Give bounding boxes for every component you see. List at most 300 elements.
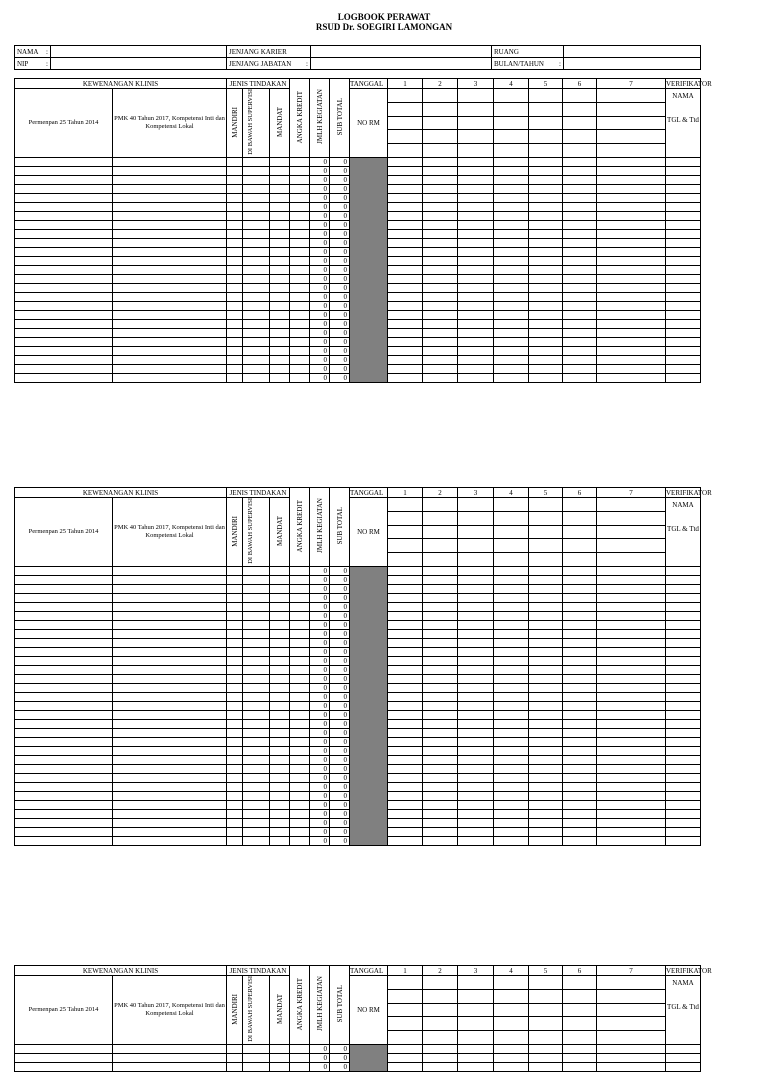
supervisi-entry[interactable]: [243, 283, 270, 292]
mandat-entry[interactable]: [270, 656, 290, 665]
day-cell[interactable]: [597, 553, 666, 567]
supervisi-entry[interactable]: [243, 602, 270, 611]
day-entry[interactable]: [423, 737, 458, 746]
day-entry[interactable]: [458, 283, 494, 292]
day-entry[interactable]: [597, 292, 666, 301]
angka-kredit-entry[interactable]: [290, 674, 310, 683]
day-entry[interactable]: [563, 337, 597, 346]
day-entry[interactable]: [458, 211, 494, 220]
day-entry[interactable]: [423, 274, 458, 283]
pmk-entry[interactable]: [113, 355, 227, 364]
angka-kredit-entry[interactable]: [290, 593, 310, 602]
day-entry[interactable]: [597, 1062, 666, 1071]
day-entry[interactable]: [563, 728, 597, 737]
day-entry[interactable]: [529, 791, 563, 800]
day-entry[interactable]: [458, 220, 494, 229]
day-entry[interactable]: [423, 575, 458, 584]
mandiri-entry[interactable]: [227, 364, 243, 373]
mandat-entry[interactable]: [270, 692, 290, 701]
day-cell[interactable]: [423, 102, 458, 116]
day-entry[interactable]: [563, 611, 597, 620]
day-entry[interactable]: [423, 238, 458, 247]
day-entry[interactable]: [388, 364, 423, 373]
day-entry[interactable]: [388, 620, 423, 629]
day-cell[interactable]: [563, 539, 597, 553]
day-entry[interactable]: [458, 1062, 494, 1071]
day-entry[interactable]: [388, 220, 423, 229]
verifikator-entry[interactable]: [666, 566, 701, 575]
mandat-entry[interactable]: [270, 629, 290, 638]
day-entry[interactable]: [423, 593, 458, 602]
permenpan-entry[interactable]: [15, 629, 113, 638]
day-entry[interactable]: [388, 665, 423, 674]
permenpan-entry[interactable]: [15, 337, 113, 346]
day-cell[interactable]: [563, 553, 597, 567]
mandat-entry[interactable]: [270, 283, 290, 292]
supervisi-entry[interactable]: [243, 211, 270, 220]
day-entry[interactable]: [494, 193, 529, 202]
day-cell[interactable]: [388, 498, 423, 512]
permenpan-entry[interactable]: [15, 256, 113, 265]
supervisi-entry[interactable]: [243, 166, 270, 175]
day-cell[interactable]: [458, 989, 494, 1003]
day-cell[interactable]: [494, 1017, 529, 1031]
day-entry[interactable]: [388, 211, 423, 220]
day-cell[interactable]: [458, 511, 494, 525]
day-entry[interactable]: [458, 166, 494, 175]
day-entry[interactable]: [494, 701, 529, 710]
supervisi-entry[interactable]: [243, 728, 270, 737]
day-entry[interactable]: [494, 247, 529, 256]
permenpan-entry[interactable]: [15, 656, 113, 665]
day-cell[interactable]: [423, 989, 458, 1003]
angka-kredit-entry[interactable]: [290, 701, 310, 710]
day-cell[interactable]: [529, 1031, 563, 1045]
mandat-entry[interactable]: [270, 593, 290, 602]
mandiri-entry[interactable]: [227, 827, 243, 836]
day-entry[interactable]: [529, 1062, 563, 1071]
verifikator-entry[interactable]: [666, 701, 701, 710]
verifikator-entry[interactable]: [666, 764, 701, 773]
day-entry[interactable]: [494, 755, 529, 764]
permenpan-entry[interactable]: [15, 764, 113, 773]
mandiri-entry[interactable]: [227, 593, 243, 602]
day-entry[interactable]: [563, 202, 597, 211]
permenpan-entry[interactable]: [15, 211, 113, 220]
angka-kredit-entry[interactable]: [290, 665, 310, 674]
day-entry[interactable]: [423, 701, 458, 710]
day-cell[interactable]: [423, 976, 458, 990]
day-entry[interactable]: [458, 683, 494, 692]
jenjang-jabatan-field[interactable]: [311, 58, 492, 70]
day-cell[interactable]: [563, 130, 597, 144]
day-entry[interactable]: [388, 1062, 423, 1071]
angka-kredit-entry[interactable]: [290, 566, 310, 575]
day-entry[interactable]: [388, 602, 423, 611]
day-entry[interactable]: [458, 629, 494, 638]
day-entry[interactable]: [494, 611, 529, 620]
day-entry[interactable]: [563, 292, 597, 301]
supervisi-entry[interactable]: [243, 611, 270, 620]
pmk-entry[interactable]: [113, 1053, 227, 1062]
mandat-entry[interactable]: [270, 202, 290, 211]
day-cell[interactable]: [529, 511, 563, 525]
day-entry[interactable]: [563, 355, 597, 364]
day-entry[interactable]: [494, 310, 529, 319]
day-entry[interactable]: [494, 647, 529, 656]
day-entry[interactable]: [529, 764, 563, 773]
day-entry[interactable]: [494, 746, 529, 755]
permenpan-entry[interactable]: [15, 220, 113, 229]
day-entry[interactable]: [563, 620, 597, 629]
pmk-entry[interactable]: [113, 611, 227, 620]
day-entry[interactable]: [563, 364, 597, 373]
pmk-entry[interactable]: [113, 665, 227, 674]
day-cell[interactable]: [388, 989, 423, 1003]
day-entry[interactable]: [529, 647, 563, 656]
day-entry[interactable]: [423, 337, 458, 346]
day-entry[interactable]: [597, 656, 666, 665]
pmk-entry[interactable]: [113, 656, 227, 665]
day-entry[interactable]: [494, 782, 529, 791]
day-entry[interactable]: [494, 211, 529, 220]
angka-kredit-entry[interactable]: [290, 818, 310, 827]
day-entry[interactable]: [388, 238, 423, 247]
pmk-entry[interactable]: [113, 755, 227, 764]
day-entry[interactable]: [529, 229, 563, 238]
day-entry[interactable]: [563, 220, 597, 229]
verifikator-entry[interactable]: [666, 593, 701, 602]
verifikator-entry[interactable]: [666, 674, 701, 683]
day-cell[interactable]: [494, 511, 529, 525]
pmk-entry[interactable]: [113, 364, 227, 373]
day-entry[interactable]: [388, 674, 423, 683]
day-entry[interactable]: [597, 175, 666, 184]
supervisi-entry[interactable]: [243, 818, 270, 827]
day-entry[interactable]: [563, 328, 597, 337]
day-entry[interactable]: [494, 728, 529, 737]
angka-kredit-entry[interactable]: [290, 166, 310, 175]
day-cell[interactable]: [563, 976, 597, 990]
angka-kredit-entry[interactable]: [290, 373, 310, 382]
pmk-entry[interactable]: [113, 292, 227, 301]
angka-kredit-entry[interactable]: [290, 355, 310, 364]
day-entry[interactable]: [529, 665, 563, 674]
day-entry[interactable]: [423, 283, 458, 292]
pmk-entry[interactable]: [113, 175, 227, 184]
day-entry[interactable]: [563, 629, 597, 638]
mandiri-entry[interactable]: [227, 175, 243, 184]
mandiri-entry[interactable]: [227, 665, 243, 674]
day-entry[interactable]: [494, 593, 529, 602]
day-entry[interactable]: [597, 364, 666, 373]
supervisi-entry[interactable]: [243, 746, 270, 755]
day-entry[interactable]: [597, 755, 666, 764]
day-entry[interactable]: [529, 836, 563, 845]
day-entry[interactable]: [597, 800, 666, 809]
verifikator-entry[interactable]: [666, 238, 701, 247]
day-entry[interactable]: [563, 593, 597, 602]
supervisi-entry[interactable]: [243, 265, 270, 274]
angka-kredit-entry[interactable]: [290, 755, 310, 764]
day-entry[interactable]: [423, 710, 458, 719]
day-entry[interactable]: [529, 166, 563, 175]
verifikator-entry[interactable]: [666, 611, 701, 620]
verifikator-entry[interactable]: [666, 791, 701, 800]
day-entry[interactable]: [458, 584, 494, 593]
pmk-entry[interactable]: [113, 1062, 227, 1071]
day-entry[interactable]: [494, 301, 529, 310]
day-cell[interactable]: [423, 1017, 458, 1031]
day-entry[interactable]: [563, 674, 597, 683]
day-entry[interactable]: [494, 818, 529, 827]
day-entry[interactable]: [423, 827, 458, 836]
day-entry[interactable]: [529, 337, 563, 346]
day-entry[interactable]: [529, 629, 563, 638]
supervisi-entry[interactable]: [243, 674, 270, 683]
day-entry[interactable]: [529, 827, 563, 836]
day-entry[interactable]: [458, 337, 494, 346]
day-entry[interactable]: [494, 175, 529, 184]
day-entry[interactable]: [388, 764, 423, 773]
angka-kredit-entry[interactable]: [290, 611, 310, 620]
day-entry[interactable]: [597, 683, 666, 692]
mandat-entry[interactable]: [270, 1062, 290, 1071]
mandiri-entry[interactable]: [227, 638, 243, 647]
angka-kredit-entry[interactable]: [290, 301, 310, 310]
day-cell[interactable]: [563, 498, 597, 512]
pmk-entry[interactable]: [113, 265, 227, 274]
day-entry[interactable]: [388, 355, 423, 364]
supervisi-entry[interactable]: [243, 220, 270, 229]
day-cell[interactable]: [388, 130, 423, 144]
day-entry[interactable]: [597, 566, 666, 575]
day-entry[interactable]: [423, 773, 458, 782]
pmk-entry[interactable]: [113, 346, 227, 355]
mandiri-entry[interactable]: [227, 629, 243, 638]
angka-kredit-entry[interactable]: [290, 800, 310, 809]
permenpan-entry[interactable]: [15, 773, 113, 782]
permenpan-entry[interactable]: [15, 364, 113, 373]
mandiri-entry[interactable]: [227, 746, 243, 755]
day-entry[interactable]: [388, 746, 423, 755]
day-entry[interactable]: [458, 611, 494, 620]
mandiri-entry[interactable]: [227, 265, 243, 274]
mandat-entry[interactable]: [270, 755, 290, 764]
day-entry[interactable]: [494, 674, 529, 683]
day-entry[interactable]: [494, 238, 529, 247]
verifikator-entry[interactable]: [666, 328, 701, 337]
day-entry[interactable]: [458, 346, 494, 355]
day-entry[interactable]: [458, 593, 494, 602]
day-entry[interactable]: [494, 1053, 529, 1062]
day-cell[interactable]: [494, 130, 529, 144]
permenpan-entry[interactable]: [15, 292, 113, 301]
pmk-entry[interactable]: [113, 809, 227, 818]
day-cell[interactable]: [529, 553, 563, 567]
day-entry[interactable]: [423, 611, 458, 620]
day-entry[interactable]: [388, 647, 423, 656]
supervisi-entry[interactable]: [243, 1062, 270, 1071]
day-cell[interactable]: [563, 144, 597, 158]
verifikator-entry[interactable]: [666, 301, 701, 310]
mandiri-entry[interactable]: [227, 193, 243, 202]
day-entry[interactable]: [529, 755, 563, 764]
day-entry[interactable]: [494, 575, 529, 584]
day-entry[interactable]: [388, 1044, 423, 1053]
verifikator-entry[interactable]: [666, 175, 701, 184]
day-entry[interactable]: [458, 355, 494, 364]
day-entry[interactable]: [388, 301, 423, 310]
day-entry[interactable]: [597, 593, 666, 602]
verifikator-entry[interactable]: [666, 283, 701, 292]
pmk-entry[interactable]: [113, 674, 227, 683]
verifikator-entry[interactable]: [666, 602, 701, 611]
day-cell[interactable]: [597, 1017, 666, 1031]
pmk-entry[interactable]: [113, 256, 227, 265]
day-cell[interactable]: [597, 102, 666, 116]
day-cell[interactable]: [529, 144, 563, 158]
day-entry[interactable]: [529, 184, 563, 193]
mandat-entry[interactable]: [270, 674, 290, 683]
pmk-entry[interactable]: [113, 791, 227, 800]
mandat-entry[interactable]: [270, 683, 290, 692]
day-entry[interactable]: [529, 274, 563, 283]
supervisi-entry[interactable]: [243, 773, 270, 782]
day-entry[interactable]: [494, 202, 529, 211]
day-entry[interactable]: [388, 827, 423, 836]
day-entry[interactable]: [458, 773, 494, 782]
permenpan-entry[interactable]: [15, 638, 113, 647]
day-entry[interactable]: [423, 319, 458, 328]
day-entry[interactable]: [597, 202, 666, 211]
day-entry[interactable]: [458, 247, 494, 256]
supervisi-entry[interactable]: [243, 229, 270, 238]
day-entry[interactable]: [529, 220, 563, 229]
permenpan-entry[interactable]: [15, 319, 113, 328]
day-entry[interactable]: [388, 782, 423, 791]
day-entry[interactable]: [494, 620, 529, 629]
day-entry[interactable]: [597, 256, 666, 265]
permenpan-entry[interactable]: [15, 701, 113, 710]
angka-kredit-entry[interactable]: [290, 229, 310, 238]
day-entry[interactable]: [529, 193, 563, 202]
supervisi-entry[interactable]: [243, 175, 270, 184]
day-entry[interactable]: [423, 211, 458, 220]
permenpan-entry[interactable]: [15, 175, 113, 184]
day-entry[interactable]: [494, 737, 529, 746]
day-entry[interactable]: [423, 265, 458, 274]
mandat-entry[interactable]: [270, 701, 290, 710]
angka-kredit-entry[interactable]: [290, 319, 310, 328]
pmk-entry[interactable]: [113, 211, 227, 220]
mandat-entry[interactable]: [270, 211, 290, 220]
verifikator-entry[interactable]: [666, 319, 701, 328]
day-cell[interactable]: [563, 989, 597, 1003]
permenpan-entry[interactable]: [15, 346, 113, 355]
permenpan-entry[interactable]: [15, 602, 113, 611]
angka-kredit-entry[interactable]: [290, 292, 310, 301]
day-entry[interactable]: [388, 800, 423, 809]
pmk-entry[interactable]: [113, 166, 227, 175]
day-cell[interactable]: [529, 1017, 563, 1031]
nama-field[interactable]: [51, 46, 227, 58]
day-entry[interactable]: [597, 728, 666, 737]
angka-kredit-entry[interactable]: [290, 575, 310, 584]
day-entry[interactable]: [597, 247, 666, 256]
day-entry[interactable]: [494, 692, 529, 701]
pmk-entry[interactable]: [113, 247, 227, 256]
day-entry[interactable]: [388, 791, 423, 800]
day-entry[interactable]: [529, 683, 563, 692]
mandiri-entry[interactable]: [227, 166, 243, 175]
supervisi-entry[interactable]: [243, 247, 270, 256]
day-cell[interactable]: [494, 102, 529, 116]
day-entry[interactable]: [458, 364, 494, 373]
bulan-tahun-field[interactable]: [564, 58, 701, 70]
day-entry[interactable]: [458, 1053, 494, 1062]
verifikator-entry[interactable]: [666, 728, 701, 737]
day-entry[interactable]: [597, 692, 666, 701]
verifikator-entry[interactable]: [666, 575, 701, 584]
mandiri-entry[interactable]: [227, 274, 243, 283]
day-cell[interactable]: [423, 130, 458, 144]
verifikator-entry[interactable]: [666, 692, 701, 701]
angka-kredit-entry[interactable]: [290, 247, 310, 256]
mandiri-entry[interactable]: [227, 184, 243, 193]
permenpan-entry[interactable]: [15, 283, 113, 292]
mandat-entry[interactable]: [270, 746, 290, 755]
day-entry[interactable]: [388, 611, 423, 620]
day-cell[interactable]: [494, 525, 529, 539]
mandat-entry[interactable]: [270, 310, 290, 319]
day-entry[interactable]: [423, 602, 458, 611]
mandat-entry[interactable]: [270, 355, 290, 364]
day-entry[interactable]: [563, 791, 597, 800]
day-entry[interactable]: [388, 346, 423, 355]
supervisi-entry[interactable]: [243, 337, 270, 346]
permenpan-entry[interactable]: [15, 193, 113, 202]
day-entry[interactable]: [597, 373, 666, 382]
supervisi-entry[interactable]: [243, 328, 270, 337]
verifikator-entry[interactable]: [666, 809, 701, 818]
verifikator-entry[interactable]: [666, 584, 701, 593]
angka-kredit-entry[interactable]: [290, 584, 310, 593]
nip-field[interactable]: [51, 58, 227, 70]
day-entry[interactable]: [494, 827, 529, 836]
day-entry[interactable]: [563, 737, 597, 746]
day-entry[interactable]: [388, 1053, 423, 1062]
angka-kredit-entry[interactable]: [290, 220, 310, 229]
mandat-entry[interactable]: [270, 319, 290, 328]
day-entry[interactable]: [563, 575, 597, 584]
day-entry[interactable]: [529, 602, 563, 611]
angka-kredit-entry[interactable]: [290, 337, 310, 346]
permenpan-entry[interactable]: [15, 247, 113, 256]
mandiri-entry[interactable]: [227, 710, 243, 719]
mandat-entry[interactable]: [270, 818, 290, 827]
supervisi-entry[interactable]: [243, 301, 270, 310]
day-entry[interactable]: [563, 827, 597, 836]
mandat-entry[interactable]: [270, 328, 290, 337]
verifikator-entry[interactable]: [666, 737, 701, 746]
verifikator-entry[interactable]: [666, 836, 701, 845]
day-cell[interactable]: [388, 1003, 423, 1017]
pmk-entry[interactable]: [113, 593, 227, 602]
day-entry[interactable]: [563, 638, 597, 647]
day-entry[interactable]: [458, 202, 494, 211]
day-cell[interactable]: [494, 498, 529, 512]
